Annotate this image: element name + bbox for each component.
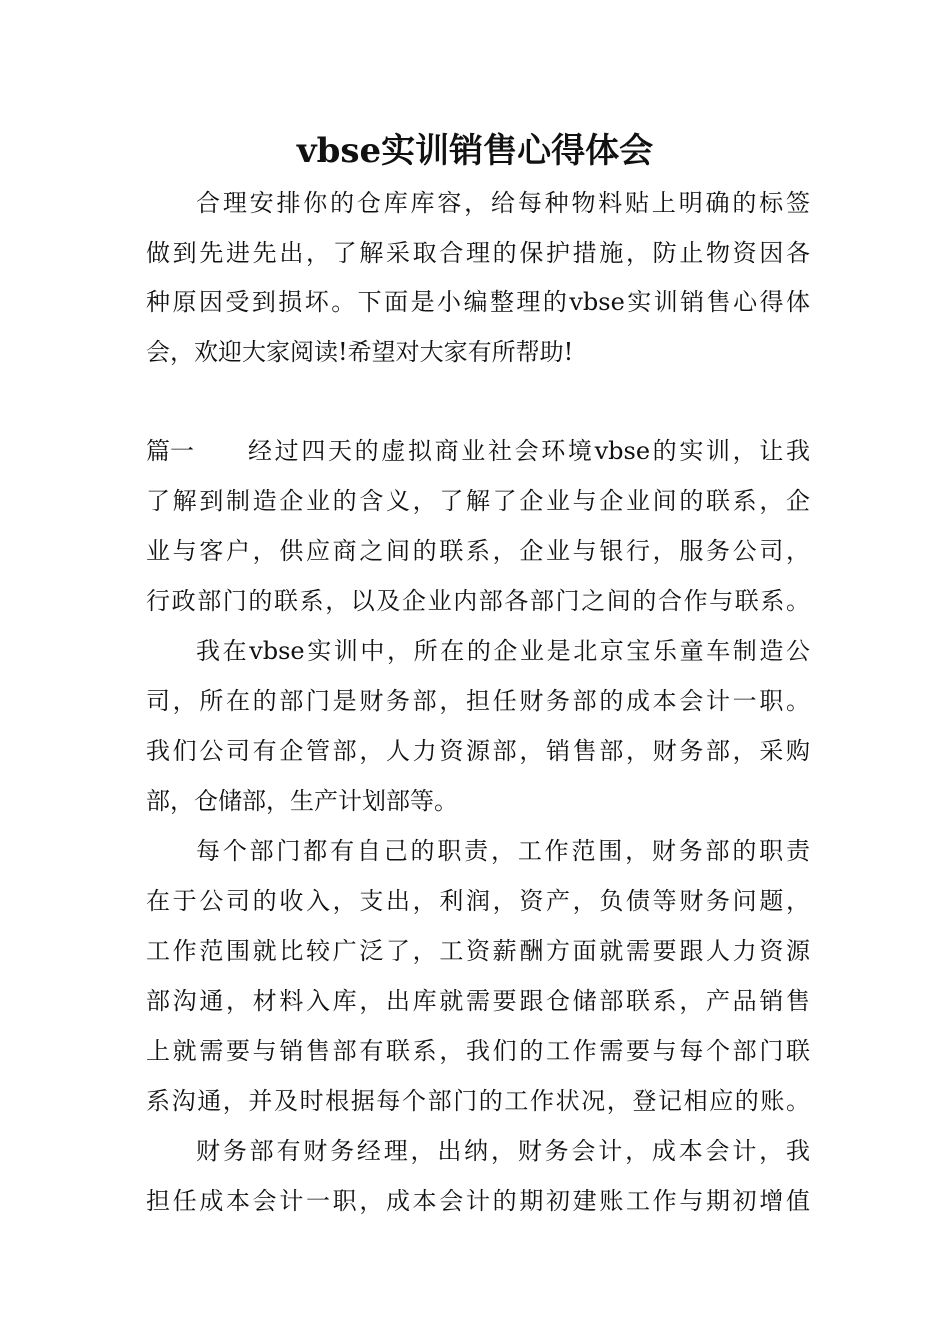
p2-line-4: 部，仓储部，生产计划部等。 (146, 787, 458, 815)
p1-line-4: 行政部门的联系，以及企业内部各部门之间的合作与联系。 (146, 587, 810, 615)
p3-line-2: 在于公司的收入，支出，利润，资产，负债等财务问题， (146, 887, 810, 915)
p3-line-6: 系沟通，并及时根据每个部门的工作状况，登记相应的账。 (146, 1087, 810, 1115)
p3-line-3: 工作范围就比较广泛了，工资薪酬方面就需要跟人力资源 (146, 937, 810, 965)
document-title: vbse实训销售心得体会 (296, 131, 654, 171)
intro-line-4: 会，欢迎大家阅读!希望对大家有所帮助! (146, 338, 574, 366)
intro-line-3: 种原因受到损坏。下面是小编整理的vbse实训销售心得体 (146, 288, 810, 316)
section-label: 篇一 (146, 437, 194, 465)
intro-line-2: 做到先进先出，了解采取合理的保护措施，防止物资因各 (146, 239, 810, 267)
p2-line-3: 我们公司有企管部，人力资源部，销售部，财务部，采购 (146, 737, 810, 765)
p3-line-4: 部沟通，材料入库，出库就需要跟仓储部联系，产品销售 (146, 987, 810, 1015)
p1-line-3: 业与客户，供应商之间的联系，企业与银行，服务公司， (146, 537, 810, 565)
p4-line-1: 财务部有财务经理，出纳，财务会计，成本会计，我 (196, 1137, 810, 1165)
p4-line-2: 担任成本会计一职，成本会计的期初建账工作与期初增值 (146, 1187, 810, 1215)
p3-line-1: 每个部门都有自己的职责，工作范围，财务部的职责 (196, 837, 810, 865)
p1-line-2: 了解到制造企业的含义，了解了企业与企业间的联系，企 (146, 487, 810, 515)
p2-line-1: 我在vbse实训中，所在的企业是北京宝乐童车制造公 (196, 637, 810, 665)
p2-line-2: 司，所在的部门是财务部，担任财务部的成本会计一职。 (146, 687, 810, 715)
p1-line-1: 经过四天的虚拟商业社会环境vbse的实训，让我 (248, 437, 810, 465)
p3-line-5: 上就需要与销售部有联系，我们的工作需要与每个部门联 (146, 1037, 810, 1065)
intro-line-1: 合理安排你的仓库库容，给每种物料贴上明确的标签 (196, 189, 810, 217)
